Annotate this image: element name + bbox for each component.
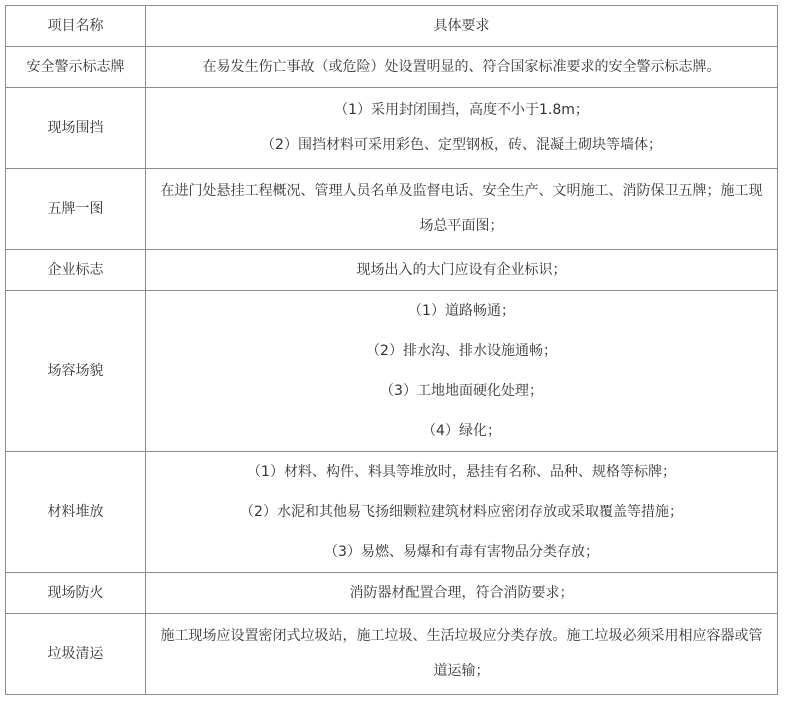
row-requirement bbox=[146, 250, 778, 291]
header-item-name: 项目名称 bbox=[6, 6, 146, 47]
requirement-line: （1）采用封闭围挡，高度不小于1.8m； bbox=[334, 102, 589, 118]
requirement-line: （1）材料、构件、料具等堆放时，悬挂有名称、品种、规格等标牌； bbox=[247, 464, 676, 480]
row-item-name: 五牌一图 bbox=[6, 169, 146, 250]
row-item-name: 材料堆放 bbox=[6, 452, 146, 573]
table-row bbox=[6, 573, 778, 614]
requirement-line: （2）排水沟、排水设施通畅； bbox=[366, 343, 557, 359]
row-item-name: 现场围挡 bbox=[6, 88, 146, 169]
row-item-name: 现场防火 bbox=[6, 573, 146, 614]
requirement-line: （3）易燃、易爆和有毒有害物品分类存放； bbox=[324, 544, 599, 560]
requirement-line: （2）围挡材料可采用彩色、定型钢板，砖、混凝土砌块等墙体； bbox=[261, 137, 662, 153]
table-row bbox=[6, 452, 778, 573]
requirement-line: 在进门处悬挂工程概况、管理人员名单及监督电话、安全生产、文明施工、消防保卫五牌；施工现场总平面图； bbox=[160, 183, 763, 234]
row-requirement bbox=[146, 169, 778, 250]
requirement-line: （2）水泥和其他易飞扬细颗粒建筑材料应密闭存放或采取覆盖等措施； bbox=[240, 504, 683, 520]
requirements-table bbox=[5, 5, 778, 695]
row-item-name: 安全警示标志牌 bbox=[6, 47, 146, 88]
table-row bbox=[6, 250, 778, 291]
table-row bbox=[6, 88, 778, 169]
table-header-row bbox=[6, 6, 778, 47]
row-requirement bbox=[146, 614, 778, 695]
requirement-line: 施工现场应设置密闭式垃圾站，施工垃圾、生活垃圾应分类存放。施工垃圾必须采用相应容器或管道运输； bbox=[160, 628, 763, 679]
table-row bbox=[6, 169, 778, 250]
table-row bbox=[6, 291, 778, 452]
row-requirement bbox=[146, 452, 778, 573]
row-requirement bbox=[146, 573, 778, 614]
row-item-name: 企业标志 bbox=[6, 250, 146, 291]
row-item-name: 垃圾清运 bbox=[6, 614, 146, 695]
requirement-line: 在易发生伤亡事故（或危险）处设置明显的、符合国家标准要求的安全警示标志牌。 bbox=[202, 59, 721, 75]
requirement-line: 消防器材配置合理，符合消防要求； bbox=[349, 585, 574, 601]
requirement-line: 现场出入的大门应设有企业标识； bbox=[356, 262, 567, 278]
row-requirement bbox=[146, 88, 778, 169]
requirement-line: （4）绿化； bbox=[422, 423, 501, 439]
header-requirements: 具体要求 bbox=[146, 6, 778, 47]
row-requirement bbox=[146, 47, 778, 88]
row-requirement bbox=[146, 291, 778, 452]
requirement-line: （1）道路畅通； bbox=[408, 303, 515, 319]
requirement-line: （3）工地地面硬化处理； bbox=[380, 383, 543, 399]
table-row bbox=[6, 614, 778, 695]
table-row bbox=[6, 47, 778, 88]
row-item-name: 场容场貌 bbox=[6, 291, 146, 452]
